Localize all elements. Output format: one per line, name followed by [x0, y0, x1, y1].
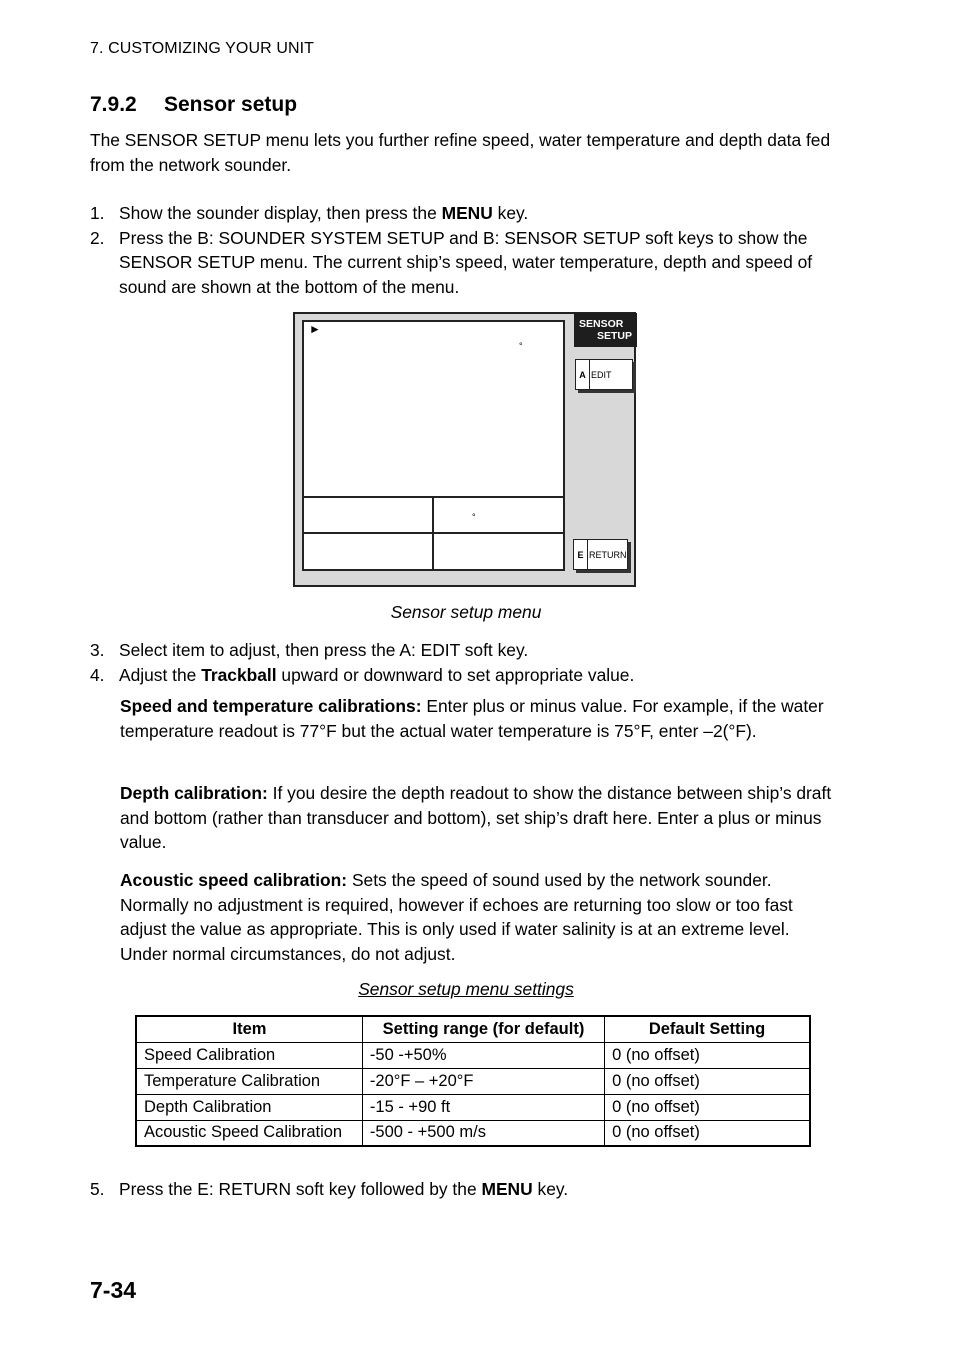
step-number: 4.: [90, 664, 105, 685]
description: Enter plus or minus value. For example, if the water temperature readout is 77°F but the actual water temperature is 75°F, enter –2(°F).: [120, 696, 824, 741]
depth-paragraph: [120, 781, 840, 855]
cell-range: -500 - +500 m/s: [362, 1120, 604, 1146]
header-item: Item: [136, 1016, 362, 1042]
steps-list-3: [90, 1177, 850, 1202]
step-number: 1.: [90, 203, 105, 223]
edit-softkey[interactable]: [575, 359, 633, 390]
step-number: 3.: [90, 640, 105, 660]
description: If you desire the depth readout to show the distance between ship’s draft and bottom (rather than transducer and bottom), set ship’s draft here. Enter a plus or minus value.: [120, 783, 832, 852]
section-heading: [90, 93, 297, 117]
softkey-label: RETURN: [589, 549, 627, 560]
table-row: [136, 1120, 810, 1146]
description: Sets the speed of sound used by the network sounder. Normally no adjustment is required, however if echoes are returning too slow or too fast adjust the value as appropriate. This is only used if water salinity is at an extreme level. Under normal circumstances, do not adjust.: [120, 870, 793, 964]
softkey-letter: E: [574, 540, 588, 569]
step-text: Press the E: RETURN soft key followed by the: [119, 1179, 482, 1199]
cell-item: Depth Calibration: [136, 1094, 362, 1120]
menu-title: [574, 313, 637, 347]
step-text: upward or downward to set appropriate value.: [276, 664, 635, 685]
term: Depth calibration:: [120, 783, 268, 803]
step-text: key.: [532, 1179, 569, 1199]
page-number: 7-34: [90, 1277, 137, 1303]
menu-title-line2: SETUP: [597, 330, 633, 342]
cursor-icon: ►: [309, 322, 321, 336]
header-default: Default Setting: [605, 1016, 810, 1042]
key-name: MENU: [441, 203, 493, 223]
section-number: 7.9.2: [90, 93, 137, 116]
step-2: [90, 226, 850, 300]
step-5: [90, 1177, 850, 1202]
intro-paragraph: The SENSOR SETUP menu lets you further refine speed, water temperature and depth data fed from the network sounder.: [90, 130, 831, 175]
cell-default: 0 (no offset): [605, 1120, 810, 1146]
cell-item: Temperature Calibration: [136, 1068, 362, 1094]
cell-default: 0 (no offset): [605, 1068, 810, 1094]
softkey-letter: A: [576, 360, 590, 389]
step-text: Adjust the: [119, 664, 202, 685]
key-name: MENU: [481, 1179, 533, 1199]
cell-default: 0 (no offset): [605, 1042, 810, 1068]
cell-range: -50 -+50%: [362, 1042, 604, 1068]
step-4: [90, 663, 850, 688]
menu-title-line1: SENSOR: [579, 318, 624, 330]
trackball-term: Trackball: [201, 664, 277, 685]
figure-caption: Sensor setup menu: [390, 602, 542, 622]
step-number: 5.: [90, 1179, 105, 1199]
table-row: [136, 1094, 810, 1120]
cell-item: Acoustic Speed Calibration: [136, 1120, 362, 1146]
table-header-row: [136, 1016, 810, 1042]
term: Speed and temperature calibrations:: [120, 696, 422, 716]
running-head: 7. CUSTOMIZING YOUR UNIT: [90, 40, 315, 57]
return-softkey[interactable]: [573, 539, 628, 570]
settings-table: [135, 1015, 811, 1147]
steps-list-1: [90, 201, 850, 299]
step-text: Press the B: SOUNDER SYSTEM SETUP and B: SENSOR SETUP soft keys to show the SENSOR SETUP menu. The current ship’s speed, water temperature, depth and speed of sound are shown at the bottom of the menu.: [119, 227, 813, 297]
cell-default: 0 (no offset): [605, 1094, 810, 1120]
cell-range: -20°F – +20°F: [362, 1068, 604, 1094]
cell-range: -15 - +90 ft: [362, 1094, 604, 1120]
cell-item: Speed Calibration: [136, 1042, 362, 1068]
term: Acoustic speed calibration:: [120, 870, 348, 890]
header-range: Setting range (for default): [362, 1016, 604, 1042]
step-1: [90, 201, 850, 226]
table-row: [136, 1042, 810, 1068]
softkey-label: EDIT: [591, 369, 612, 380]
step-text: Select item to adjust, then press the A: EDIT soft key.: [119, 640, 529, 660]
speed-temp-paragraph: [120, 694, 840, 743]
table-caption: Sensor setup menu settings: [358, 979, 574, 999]
divider: [432, 496, 434, 571]
section-title: Sensor setup: [164, 93, 298, 116]
table-row: [136, 1068, 810, 1094]
step-text: Show the sounder display, then press the: [119, 203, 442, 223]
step-text: key.: [492, 203, 529, 223]
step-3: [90, 638, 850, 663]
steps-list-2: [90, 638, 850, 687]
step-number: 2.: [90, 227, 105, 248]
degree-mark: °: [519, 341, 523, 351]
degree-mark: °: [472, 512, 476, 522]
acoustic-paragraph: [120, 868, 840, 966]
